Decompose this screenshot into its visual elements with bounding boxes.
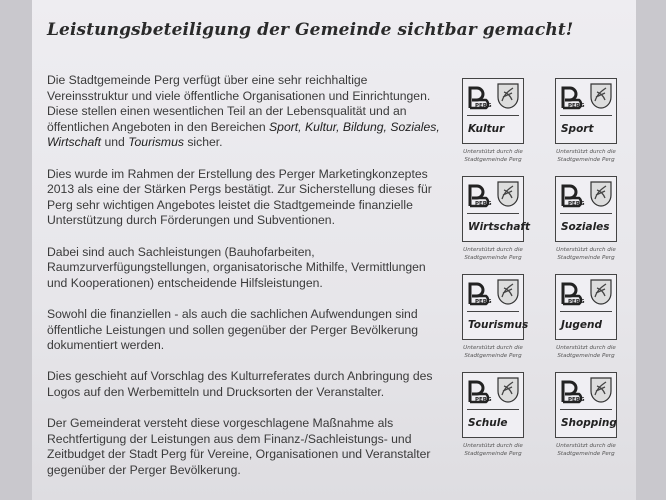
divider (467, 213, 519, 214)
paragraph-1 (47, 73, 447, 151)
logo-label: Soziales (561, 221, 610, 233)
paragraph-3: Dabei sind auch Sachleistungen (Bauhofarbeiten, Raumzurverfügungstellungen, organisatorische Mithilfe, Vermittlungen und Kooperationen) entscheidende Hilfsleistungen. (47, 244, 426, 290)
paragraph-5: Dies geschieht auf Vorschlag des Kulturreferates durch Anbringung des Logos auf den Werbemitteln und Drucksorten der Veranstalter. (47, 369, 433, 399)
perg-logo-sport (555, 78, 617, 144)
logo-label: Jugend (561, 319, 603, 331)
logo-caption: Unterstützt durch die Stadtgemeinde Perg (556, 247, 616, 261)
emphasis: Sport, Kultur, Bildung, Soziales, Wirtschaft (47, 119, 440, 150)
perg-logo-icon (560, 84, 586, 110)
logo-caption: Unterstützt durch die Stadtgemeinde Perg (463, 247, 523, 261)
divider (560, 311, 612, 312)
coat-of-arms-icon (497, 181, 519, 207)
body-text (47, 73, 447, 494)
logo-text: PERG (568, 397, 585, 403)
logo-label: Wirtschaft (468, 221, 531, 233)
logo-text: PERG (475, 103, 492, 109)
perg-logo-icon (467, 280, 493, 306)
divider (467, 115, 519, 116)
perg-logo-wirtschaft (462, 176, 531, 242)
logo-text: PERG (475, 201, 492, 207)
text: sicher. (183, 135, 223, 150)
text: und (101, 135, 129, 150)
divider (560, 409, 612, 410)
emphasis: Tourismus (128, 135, 184, 150)
logo-label: Tourismus (468, 319, 529, 331)
perg-logo-kultur (462, 78, 524, 144)
logo-text: PERG (568, 103, 585, 109)
paragraph-4: Sowohl die finanziellen - als auch die sachlichen Aufwendungen sind öffentliche Leistungen und sollen gegenüber der Perger Bevölkerung dokumentiert werden. (47, 306, 419, 353)
coat-of-arms-icon (497, 377, 519, 403)
perg-logo-schule (462, 372, 524, 438)
logo-label: Shopping (561, 417, 617, 429)
logo-label: Kultur (468, 123, 505, 135)
paragraph-6: Der Gemeinderat versteht diese vorgeschlagene Maßnahme als Rechtfertigung der Leistungen aus dem Finanz-/Sachleistungs- und Zeitbudget der Stadt Perg für Vereine, Organisationen und Veranstalter gegenüber der Perger Bevölkerung. (47, 416, 431, 477)
logo-text: PERG (475, 299, 492, 305)
coat-of-arms-icon (590, 83, 612, 109)
logo-text: PERG (475, 397, 492, 403)
coat-of-arms-icon (590, 279, 612, 305)
divider (467, 311, 519, 312)
coat-of-arms-icon (497, 279, 519, 305)
paragraph-2: Dies wurde im Rahmen der Erstellung des Perger Marketingkonzeptes 2013 als eine der Stärken Pergs bestätigt. Zur Sicherstellung dieses für Perg sehr wichtigen Angebotes leistet die Stadtgemeinde finanzielle Unterstützung durch Förderungen und Subventionen. (47, 166, 432, 228)
divider (560, 115, 612, 116)
logo-label: Sport (561, 123, 594, 135)
logo-text: PERG (568, 299, 585, 305)
perg-logo-icon (560, 182, 586, 208)
perg-logo-shopping (555, 372, 617, 438)
logo-text: PERG (568, 201, 585, 207)
logo-caption: Unterstützt durch die Stadtgemeinde Perg (556, 443, 616, 457)
perg-logo-jugend (555, 274, 617, 340)
logo-caption: Unterstützt durch die Stadtgemeinde Perg (463, 443, 523, 457)
page-title: Leistungsbeteiligung der Gemeinde sichtbar gemacht! (47, 20, 574, 40)
perg-logo-icon (467, 182, 493, 208)
logo-caption: Unterstützt durch die Stadtgemeinde Perg (463, 149, 523, 163)
perg-logo-icon (560, 378, 586, 404)
logo-caption: Unterstützt durch die Stadtgemeinde Perg (556, 345, 616, 359)
perg-logo-tourismus (462, 274, 529, 340)
text: Die Stadtgemeinde Perg verfügt über eine sehr reichhaltige Vereinsstruktur und viele öffentliche Organisationen und Einrichtungen. Diese stellen einen wesentlichen Teil an der Lebensqualität und an öffentlichen Angeboten in den Bereichen (47, 73, 431, 134)
logo-caption: Unterstützt durch die Stadtgemeinde Perg (556, 149, 616, 163)
coat-of-arms-icon (590, 377, 612, 403)
coat-of-arms-icon (590, 181, 612, 207)
perg-logo-icon (560, 280, 586, 306)
logo-label: Schule (468, 417, 508, 429)
logo-caption: Unterstützt durch die Stadtgemeinde Perg (463, 345, 523, 359)
perg-logo-icon (467, 84, 493, 110)
perg-logo-soziales (555, 176, 617, 242)
divider (467, 409, 519, 410)
perg-logo-icon (467, 378, 493, 404)
coat-of-arms-icon (497, 83, 519, 109)
divider (560, 213, 612, 214)
